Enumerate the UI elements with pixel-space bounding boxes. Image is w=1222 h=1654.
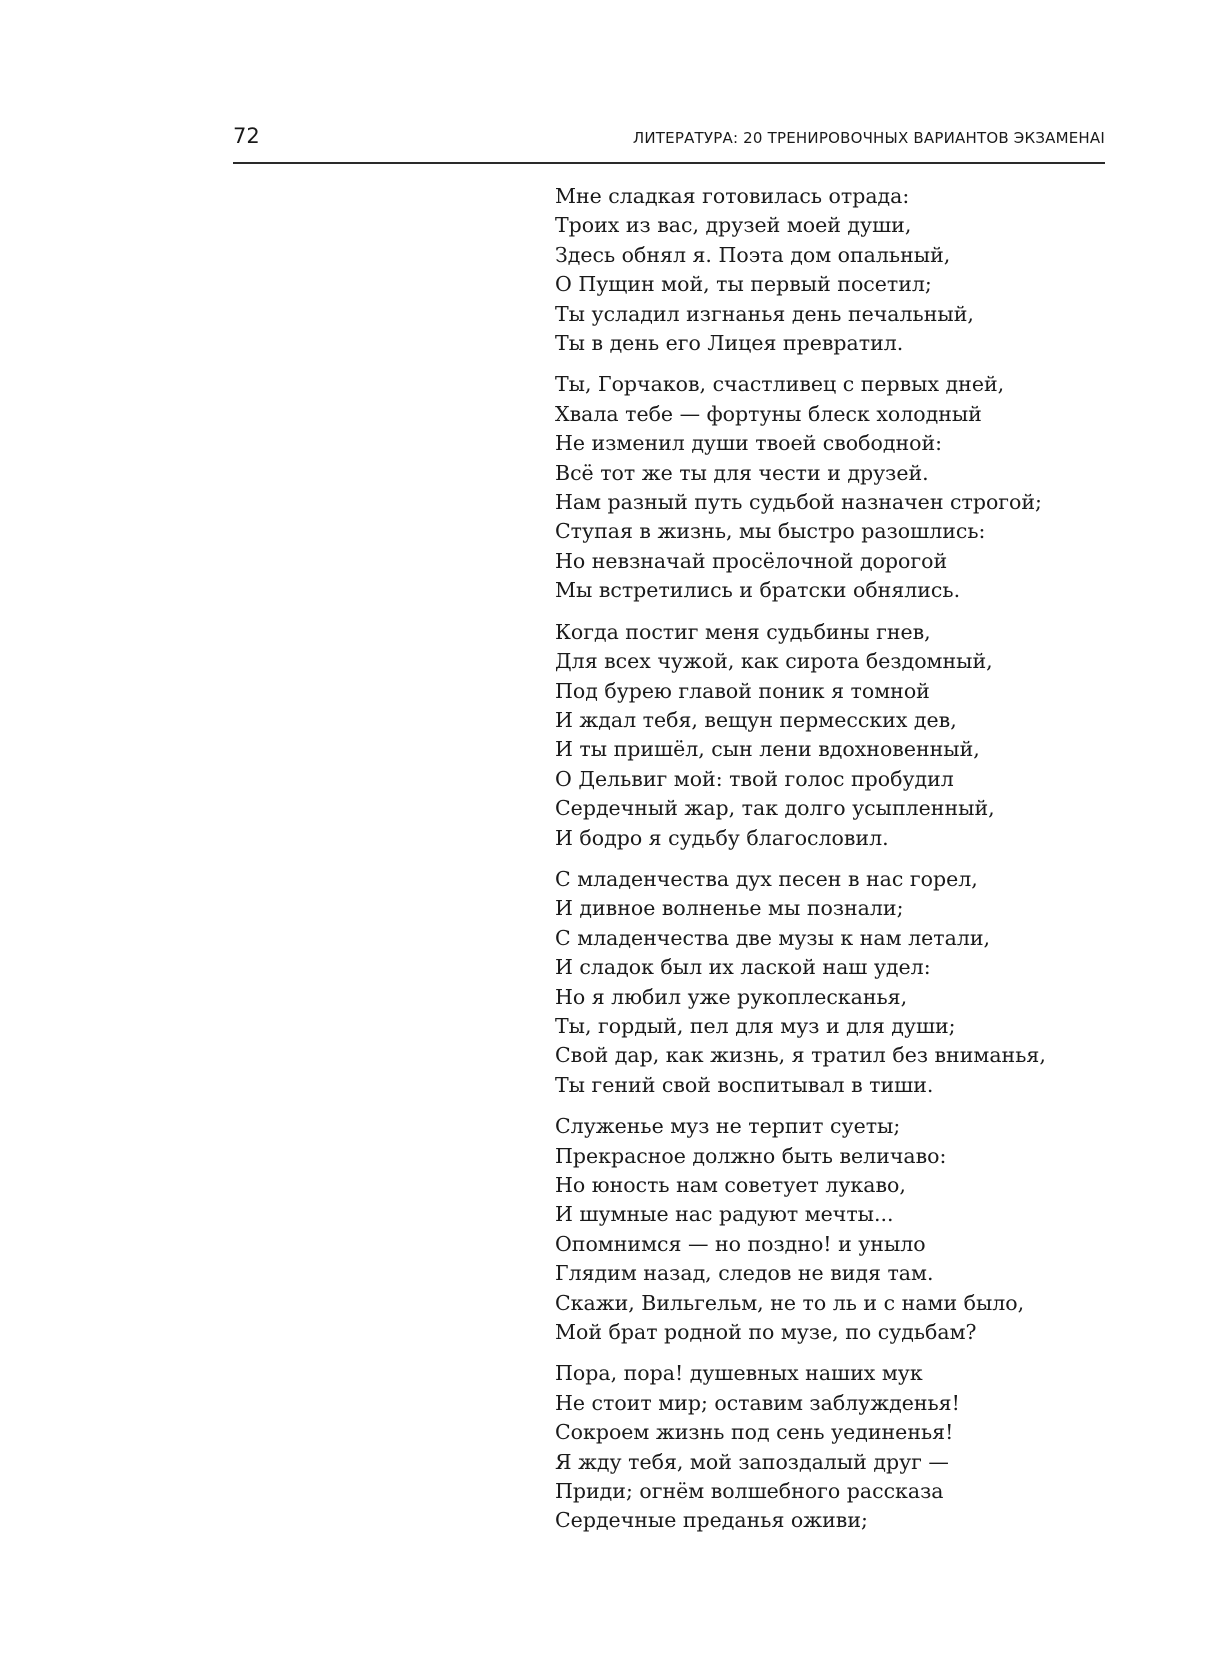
poem-line: И дивное волненье мы познали; [555,896,904,921]
poem-line: Мой брат родной по музе, по судьбам? [555,1320,977,1345]
poem-stanza [555,370,1115,605]
poem-line: Но юность нам советует лукаво, [555,1173,906,1197]
page-header [233,118,1105,164]
poem-line: Ступая в жизнь, мы быстро разошлись: [555,519,986,544]
poem-line: И шумные нас радуют мечты... [555,1202,894,1227]
poem-line: Скажи, Вильгельм, не то ль и с нами было, [555,1290,1025,1315]
poem-line: Я жду тебя, мой запоздалый друг — [555,1449,949,1474]
poem-line: Сокроем жизнь под сень уединенья! [555,1420,954,1445]
poem-line: И бодро я судьбу благословил. [555,825,889,850]
poem-line: Ты гений свой воспитывал в тиши. [555,1072,934,1097]
poem-stanza [555,865,1115,1100]
poem-line: И ты пришёл, сын лени вдохновенный, [555,737,980,762]
poem-line: Не изменил души твоей свободной: [555,431,943,456]
poem-line: Мне сладкая готовилась отрада: [555,184,910,208]
poem-line: Троих из вас, друзей моей души, [555,213,912,238]
poem-line: Когда постиг меня судьбины гнев, [555,619,931,644]
poem-line: Хвала тебе — фортуны блеск холодный [555,401,982,426]
running-title: ЛИТЕРАТУРА: 20 ТРЕНИРОВОЧНЫХ ВАРИАНТОВ ЭКЗАМЕНАІ [632,129,1105,147]
page-number: 72 [233,124,260,148]
poem-line: Для всех чужой, как сирота бездомный, [555,649,993,674]
poem-line: Нам разный путь судьбой назначен строгой; [555,490,1042,515]
poem-line: И ждал тебя, вещун пермесских дев, [555,707,957,732]
poem-line: С младенчества дух песен в нас горел, [555,866,978,891]
poem-line: Но невзначай просёлочной дорогой [555,548,948,573]
poem-line: Ты, Горчаков, счастливец с первых дней, [555,372,1005,397]
poem-line: Служенье муз не терпит суеты; [555,1114,901,1139]
poem-line: Ты в день его Лицея превратил. [555,331,904,356]
poem-line: Прекрасное должно быть величаво: [555,1143,947,1168]
poem-line: Сердечные преданья оживи; [555,1508,868,1533]
poem-line: Не стоит мир; оставим заблужденья! [555,1390,960,1415]
poem-line: О Дельвиг мой: твой голос пробудил [555,766,954,791]
poem-line: Пора, пора! душевных наших мук [555,1361,923,1386]
poem-line: Ты усладил изгнанья день печальный, [555,301,974,326]
poem-line: Под бурею главой поник я томной [555,678,930,703]
poem-text [555,182,1115,1548]
poem-line: Сердечный жар, так долго усыпленный, [555,796,995,821]
poem-stanza [555,1112,1115,1347]
poem-line: И сладок был их лаской наш удел: [555,955,931,980]
poem-line: Здесь обнял я. Поэта дом опальный, [555,242,951,267]
poem-line: Но я любил уже рукоплесканья, [555,984,908,1009]
poem-line: С младенчества две музы к нам летали, [555,925,991,950]
poem-stanza [555,182,1115,358]
poem-line: Опомнимся — но поздно! и уныло [555,1231,926,1256]
poem-line: Свой дар, как жизнь, я тратил без вниманья, [555,1043,1046,1068]
poem-line: Ты, гордый, пел для муз и для души; [555,1013,956,1038]
poem-line: О Пущин мой, ты первый посетил; [555,272,932,297]
poem-stanza [555,618,1115,853]
poem-line: Мы встретились и братски обнялись. [555,578,961,603]
poem-stanza [555,1359,1115,1535]
poem-line: Глядим назад, следов не видя там. [555,1261,934,1286]
poem-line: Приди; огнём волшебного рассказа [555,1479,944,1504]
poem-line: Всё тот же ты для чести и друзей. [555,460,929,485]
